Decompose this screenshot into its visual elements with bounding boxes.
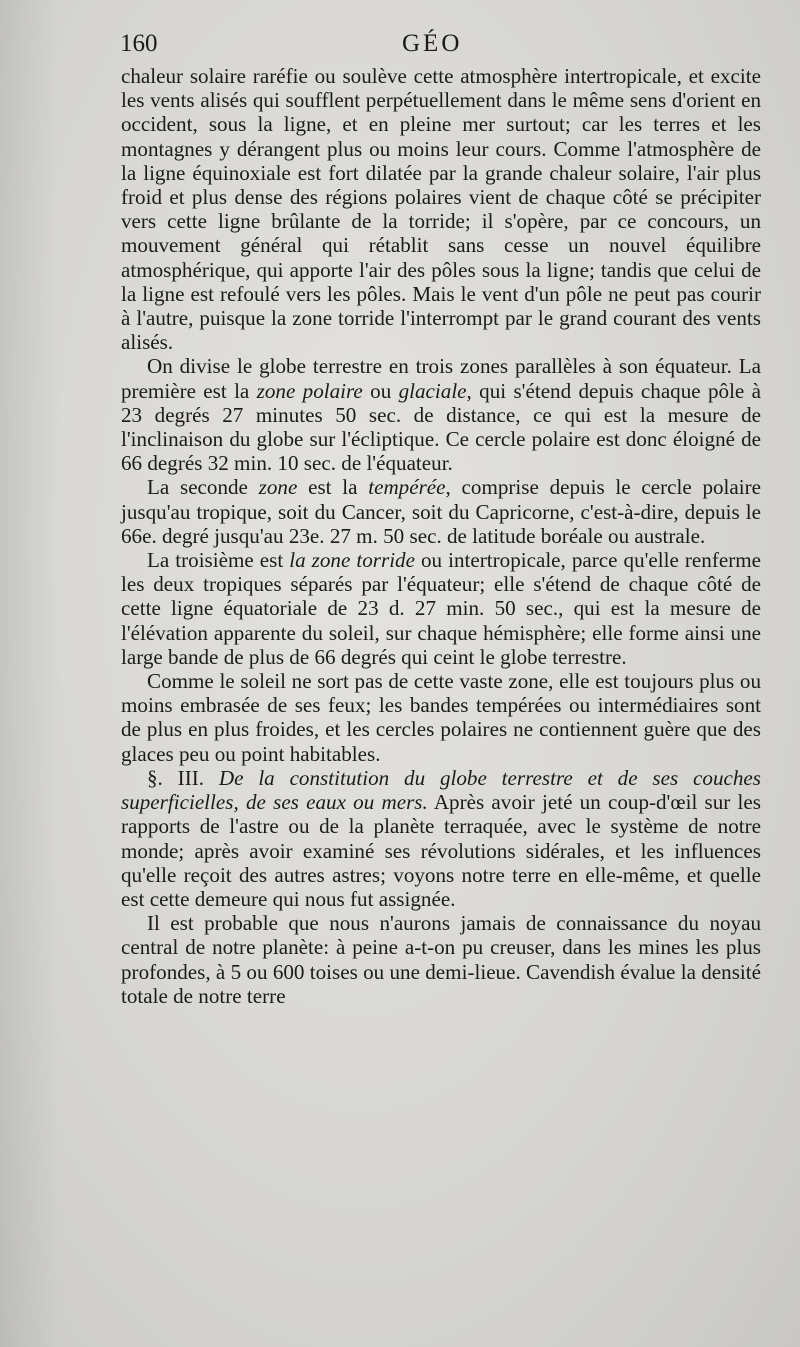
paragraph-7: Il est probable que nous n'aurons jamais de connaissance du noyau central de notre planète: à peine a-t-on pu creuser, dans les mines les plus profondes, à 5 ou 600 toises ou une demi-lieue. Cavendish évalue la densité totale de notre terre (121, 911, 761, 1008)
paragraph-5: Comme le soleil ne sort pas de cette vaste zone, elle est toujours plus ou moins embrasée de ses feux; les bandes tempérées ou intermédiaires sont de plus en plus froides, et les cercles polaires ne contiennent guère que des glaces peu ou point habitables. (121, 669, 761, 766)
paragraph-2-italic-b: glaciale (398, 378, 467, 403)
paragraph-6-section-heading (121, 766, 761, 911)
paragraph-3-italic-a: zone (258, 475, 298, 500)
paragraph-4 (121, 548, 761, 669)
page-header (120, 30, 760, 66)
paragraph-4-text-b: ou intertropicale, parce qu'elle renferme les deux tropiques séparés par l'équateur; elle s'étend de chaque côté de cette ligne équatoriale de 23 d. 27 min. 50 sec., qui est la mesure de l'élévation apparente du soleil, sur chaque hémisphère; elle forme ainsi une large bande de plus de 66 degrés qui ceint le globe terrestre. (121, 548, 762, 669)
paragraph-2-text-c: , qui s'étend depuis chaque pôle à 23 degrés 27 minutes 50 sec. de distance, ce qui est la mesure de l'inclinaison du globe sur l'écliptique. Ce cercle polaire est donc éloigné de 66 degrés 32 min. 10 sec. de l'équateur. (121, 378, 761, 476)
section-title: De la constitution du globe terrestre et de ses couches superficielles, de ses eaux ou mers. (121, 765, 761, 815)
paragraph-2-text-b: ou (362, 378, 399, 403)
paragraph-4-text-a: La troisième est (147, 548, 290, 573)
page-gutter-shadow (0, 0, 60, 1347)
paragraph-3-text-b: est la (297, 475, 369, 500)
paragraph-1: chaleur solaire raréfie ou soulève cette atmosphère intertropicale, et excite les vents alisés qui soufflent perpétuellement dans le même sens d'orient en occident, sous la ligne, et en pleine mer surtout; car les terres et les montagnes y dérangent plus ou moins leur cours. Comme l'atmosphère de la ligne équinoxiale est fort dilatée par la grande chaleur solaire, l'air plus froid et plus dense des régions polaires vient de chaque côté se précipiter vers cette ligne brûlante de la torride; il s'opère, par ce concours, un mouvement général qui rétablit sans cesse un nouvel équilibre atmosphérique, qui apporte l'air des pôles sous la ligne; tandis que celui de la ligne est refoulé vers les pôles. Mais le vent d'un pôle ne peut pas courir à l'autre, puisque la zone torride l'interrompt par le grand courant des vents alisés. (121, 64, 761, 355)
paragraph-2-italic-a: zone polaire (256, 378, 363, 403)
body-text (121, 64, 761, 1008)
paragraph-6-text: Après avoir jeté un coup-d'œil sur les rapports de l'astre ou de la planète terraquée, avec le système de notre monde; après avoir examiné ses révolutions sidérales, et les influences qu'elle reçoit des autres astres; voyons notre terre en elle-même, et quelle est cette demeure qui nous fut assignée. (121, 790, 761, 911)
paragraph-3-italic-b: tempérée (368, 475, 446, 500)
page-number: 160 (120, 30, 158, 57)
paragraph-3 (121, 475, 761, 548)
paragraph-3-text-c: , comprise depuis le cercle polaire jusqu'au tropique, soit du Cancer, soit du Capricorne, c'est-à-dire, depuis le 66e. degré jusqu'au 23e. 27 m. 50 sec. de latitude boréale ou australe. (121, 475, 762, 548)
paragraph-2-text-a: On divise le globe terrestre en trois zones parallèles à son équateur. La première est la (121, 354, 761, 403)
paragraph-4-italic-a: la zone torride (289, 548, 415, 573)
paragraph-2 (121, 354, 761, 475)
paragraph-3-text-a: La seconde (147, 475, 259, 500)
running-head: GÉO (402, 30, 463, 57)
section-number: §. III. (147, 765, 219, 790)
